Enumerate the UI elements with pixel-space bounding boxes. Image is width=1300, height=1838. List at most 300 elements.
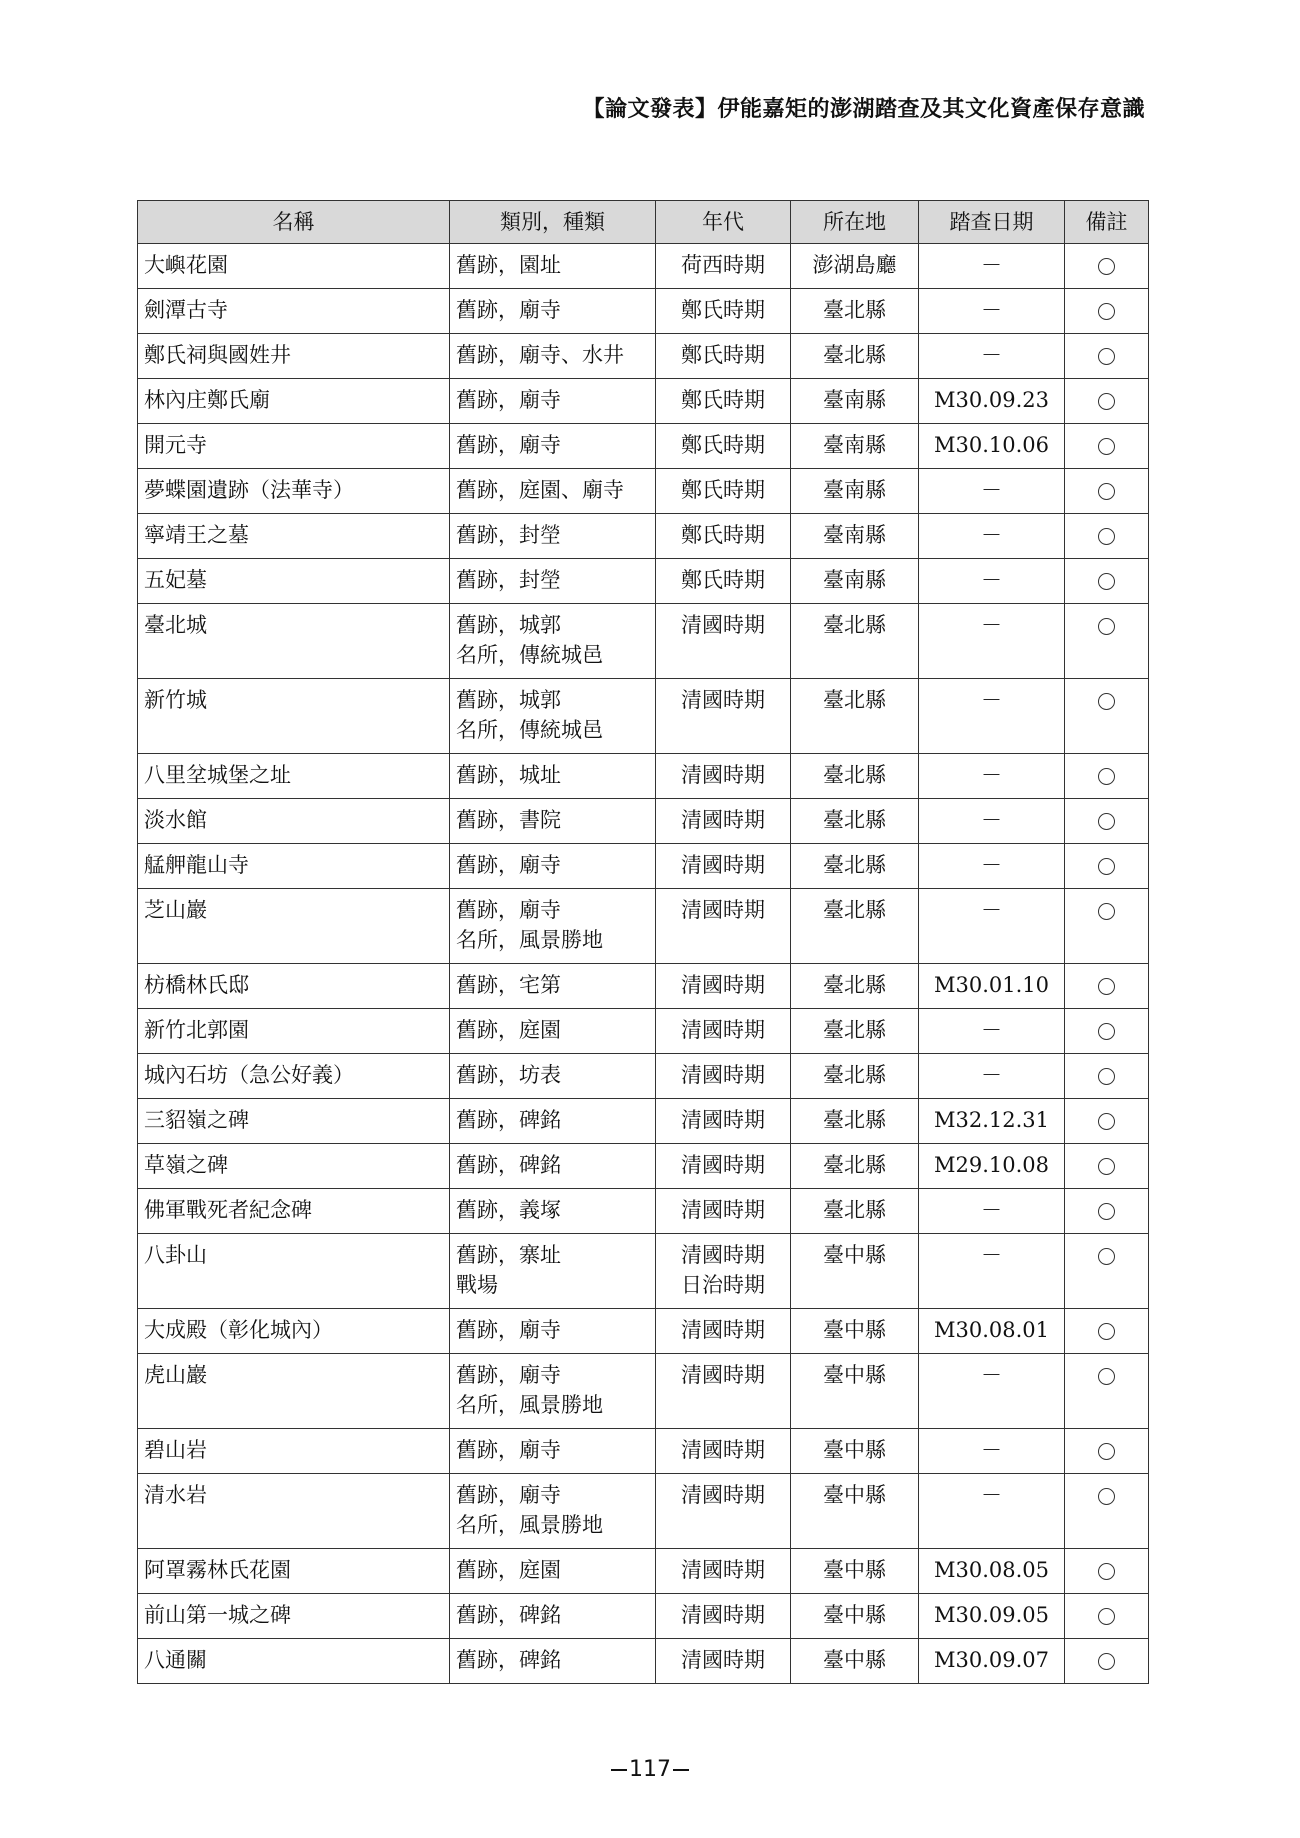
cell-name (138, 1099, 450, 1144)
circle-mark-icon (1098, 978, 1115, 995)
category-line: 舊跡，廟寺 (456, 1318, 561, 1342)
survey-date-text: － (981, 808, 1002, 832)
cell-location (791, 604, 919, 679)
cell-category (450, 1309, 656, 1354)
category-line: 舊跡，廟寺 (456, 1483, 561, 1507)
circle-mark-icon (1098, 1113, 1115, 1130)
cell-location (791, 1594, 919, 1639)
cell-survey-date (919, 1639, 1065, 1684)
cell-note (1065, 424, 1149, 469)
cell-location (791, 1549, 919, 1594)
cell-note (1065, 1054, 1149, 1099)
era-line: 清國時期 (681, 1363, 765, 1387)
cell-era (656, 889, 791, 964)
cell-category (450, 1594, 656, 1639)
circle-mark-icon (1098, 768, 1115, 785)
survey-date-text: － (981, 1363, 1002, 1387)
cell-era (656, 469, 791, 514)
cell-name (138, 424, 450, 469)
site-name: 艋舺龍山寺 (144, 853, 249, 877)
location-text: 臺南縣 (823, 523, 886, 547)
location-text: 臺北縣 (823, 763, 886, 787)
cell-category (450, 424, 656, 469)
cell-name (138, 889, 450, 964)
site-name: 淡水館 (144, 808, 207, 832)
era-line: 荷西時期 (681, 253, 765, 277)
cell-category (450, 604, 656, 679)
category-line: 舊跡，書院 (456, 808, 561, 832)
cell-name (138, 964, 450, 1009)
cell-name (138, 1549, 450, 1594)
era-line: 鄭氏時期 (681, 478, 765, 502)
cell-name (138, 1234, 450, 1309)
table-row (138, 754, 1149, 799)
location-text: 澎湖島廳 (812, 253, 897, 277)
cell-note (1065, 889, 1149, 964)
cell-era (656, 1144, 791, 1189)
cell-location (791, 424, 919, 469)
table-row (138, 559, 1149, 604)
cell-location (791, 844, 919, 889)
table-row (138, 604, 1149, 679)
site-name: 三貂嶺之碑 (144, 1108, 249, 1132)
cell-era (656, 1549, 791, 1594)
cell-category (450, 469, 656, 514)
location-text: 臺南縣 (823, 433, 886, 457)
cell-survey-date (919, 1429, 1065, 1474)
location-text: 臺中縣 (823, 1603, 886, 1627)
cell-name (138, 844, 450, 889)
circle-mark-icon (1098, 528, 1115, 545)
circle-mark-icon (1098, 858, 1115, 875)
cell-name (138, 559, 450, 604)
era-line: 鄭氏時期 (681, 343, 765, 367)
category-line: 舊跡，廟寺 (456, 898, 561, 922)
table-row (138, 1009, 1149, 1054)
column-header-note: 備註 (1065, 201, 1149, 244)
category-line: 舊跡，寨址 (456, 1243, 561, 1267)
cell-name (138, 289, 450, 334)
location-text: 臺中縣 (823, 1318, 886, 1342)
circle-mark-icon (1098, 1608, 1115, 1625)
survey-date-text: － (981, 853, 1002, 877)
era-line: 鄭氏時期 (681, 568, 765, 592)
cell-survey-date (919, 1594, 1065, 1639)
dash-right-icon (673, 1769, 689, 1771)
circle-mark-icon (1098, 693, 1115, 710)
cell-era (656, 244, 791, 289)
category-line: 舊跡，城郭 (456, 613, 561, 637)
column-header-location: 所在地 (791, 201, 919, 244)
cell-note (1065, 964, 1149, 1009)
category-line: 名所，風景勝地 (456, 928, 603, 952)
table-row (138, 1354, 1149, 1429)
cell-name (138, 1144, 450, 1189)
cell-name (138, 1054, 450, 1099)
cell-survey-date (919, 379, 1065, 424)
cell-survey-date (919, 964, 1065, 1009)
cell-note (1065, 1594, 1149, 1639)
cell-survey-date (919, 1054, 1065, 1099)
cell-category (450, 844, 656, 889)
circle-mark-icon (1098, 393, 1115, 410)
cell-survey-date (919, 1309, 1065, 1354)
cell-name (138, 1189, 450, 1234)
survey-date-text: － (981, 1483, 1002, 1507)
cell-note (1065, 469, 1149, 514)
survey-date-text: M30.09.07 (933, 1648, 1050, 1672)
cell-name (138, 1639, 450, 1684)
category-line: 戰場 (456, 1273, 498, 1297)
era-line: 鄭氏時期 (681, 388, 765, 412)
category-line: 舊跡，碑銘 (456, 1648, 561, 1672)
cell-note (1065, 1429, 1149, 1474)
survey-date-text: － (981, 1018, 1002, 1042)
circle-mark-icon (1098, 1653, 1115, 1670)
cell-category (450, 964, 656, 1009)
cell-category (450, 799, 656, 844)
cell-name (138, 244, 450, 289)
location-text: 臺中縣 (823, 1483, 886, 1507)
location-text: 臺南縣 (823, 388, 886, 412)
cell-era (656, 559, 791, 604)
category-line: 舊跡，廟寺、水井 (456, 343, 624, 367)
cell-location (791, 514, 919, 559)
cell-location (791, 289, 919, 334)
survey-date-text: － (981, 1438, 1002, 1462)
cell-note (1065, 1549, 1149, 1594)
category-line: 舊跡，庭園 (456, 1018, 561, 1042)
survey-date-text: M30.08.01 (933, 1318, 1050, 1342)
cell-category (450, 1354, 656, 1429)
cell-category (450, 514, 656, 559)
cell-era (656, 379, 791, 424)
cell-survey-date (919, 679, 1065, 754)
cell-note (1065, 244, 1149, 289)
cell-survey-date (919, 244, 1065, 289)
cell-era (656, 1309, 791, 1354)
circle-mark-icon (1098, 483, 1115, 500)
cell-name (138, 1009, 450, 1054)
site-name: 八卦山 (144, 1243, 207, 1267)
cell-category (450, 1429, 656, 1474)
cell-category (450, 1054, 656, 1099)
location-text: 臺北縣 (823, 808, 886, 832)
circle-mark-icon (1098, 303, 1115, 320)
cell-location (791, 754, 919, 799)
era-line: 清國時期 (681, 1153, 765, 1177)
cell-era (656, 1099, 791, 1144)
cell-category (450, 559, 656, 604)
location-text: 臺北縣 (823, 343, 886, 367)
cell-name (138, 679, 450, 754)
location-text: 臺北縣 (823, 1108, 886, 1132)
cell-name (138, 1429, 450, 1474)
era-line: 清國時期 (681, 898, 765, 922)
cell-location (791, 964, 919, 1009)
era-line: 清國時期 (681, 763, 765, 787)
survey-date-text: － (981, 298, 1002, 322)
era-line: 鄭氏時期 (681, 298, 765, 322)
cell-survey-date (919, 799, 1065, 844)
category-line: 舊跡，庭園、廟寺 (456, 478, 624, 502)
circle-mark-icon (1098, 813, 1115, 830)
cell-survey-date (919, 754, 1065, 799)
circle-mark-icon (1098, 438, 1115, 455)
circle-mark-icon (1098, 1158, 1115, 1175)
cell-survey-date (919, 1549, 1065, 1594)
cell-category (450, 754, 656, 799)
table-row (138, 424, 1149, 469)
table-row (138, 679, 1149, 754)
site-name: 八里坌城堡之址 (144, 763, 291, 787)
cell-location (791, 1309, 919, 1354)
table-row (138, 1234, 1149, 1309)
circle-mark-icon (1098, 1368, 1115, 1385)
site-name: 虎山巖 (144, 1363, 207, 1387)
cell-category (450, 1474, 656, 1549)
survey-date-text: M30.08.05 (933, 1558, 1050, 1582)
dash-left-icon (611, 1769, 627, 1771)
column-header-name: 名稱 (138, 201, 450, 244)
location-text: 臺北縣 (823, 688, 886, 712)
cell-name (138, 754, 450, 799)
site-name: 五妃墓 (144, 568, 207, 592)
cell-note (1065, 1189, 1149, 1234)
cell-era (656, 1429, 791, 1474)
cell-survey-date (919, 1009, 1065, 1054)
cell-location (791, 799, 919, 844)
cell-name (138, 379, 450, 424)
running-header: 【論文發表】伊能嘉矩的澎湖踏查及其文化資產保存意識 (582, 97, 1145, 122)
circle-mark-icon (1098, 1323, 1115, 1340)
cell-note (1065, 844, 1149, 889)
category-line: 名所，風景勝地 (456, 1393, 603, 1417)
location-text: 臺北縣 (823, 898, 886, 922)
circle-mark-icon (1098, 618, 1115, 635)
location-text: 臺中縣 (823, 1438, 886, 1462)
category-line: 舊跡，碑銘 (456, 1153, 561, 1177)
cell-era (656, 514, 791, 559)
table-row (138, 1639, 1149, 1684)
cell-location (791, 1639, 919, 1684)
cell-category (450, 1009, 656, 1054)
era-line: 日治時期 (681, 1273, 765, 1297)
era-line: 清國時期 (681, 613, 765, 637)
table-row (138, 1309, 1149, 1354)
era-line: 清國時期 (681, 973, 765, 997)
category-line: 舊跡，碑銘 (456, 1603, 561, 1627)
cell-survey-date (919, 514, 1065, 559)
category-line: 舊跡，廟寺 (456, 1363, 561, 1387)
cell-survey-date (919, 334, 1065, 379)
cell-era (656, 604, 791, 679)
category-line: 名所，傳統城邑 (456, 643, 603, 667)
cell-location (791, 244, 919, 289)
location-text: 臺中縣 (823, 1243, 886, 1267)
survey-date-text: － (981, 1063, 1002, 1087)
cell-location (791, 679, 919, 754)
site-name: 鄭氏祠與國姓井 (144, 343, 291, 367)
cell-note (1065, 559, 1149, 604)
table-body (138, 244, 1149, 1684)
cell-survey-date (919, 289, 1065, 334)
cell-survey-date (919, 1099, 1065, 1144)
location-text: 臺北縣 (823, 853, 886, 877)
page-number (0, 1757, 1300, 1782)
circle-mark-icon (1098, 1248, 1115, 1265)
cell-survey-date (919, 889, 1065, 964)
table-row (138, 289, 1149, 334)
cell-category (450, 379, 656, 424)
site-name: 開元寺 (144, 433, 207, 457)
survey-date-text: － (981, 478, 1002, 502)
site-name: 大嶼花園 (144, 253, 228, 277)
table-row (138, 1054, 1149, 1099)
cell-name (138, 604, 450, 679)
cell-category (450, 289, 656, 334)
table-row (138, 1099, 1149, 1144)
cell-note (1065, 1099, 1149, 1144)
survey-date-text: － (981, 343, 1002, 367)
cell-category (450, 1234, 656, 1309)
cell-location (791, 1354, 919, 1429)
cell-note (1065, 1309, 1149, 1354)
site-name: 枋橋林氏邸 (144, 973, 249, 997)
table-row (138, 379, 1149, 424)
site-name: 林內庄鄭氏廟 (144, 388, 270, 412)
circle-mark-icon (1098, 1563, 1115, 1580)
circle-mark-icon (1098, 573, 1115, 590)
cell-era (656, 844, 791, 889)
table-row (138, 1189, 1149, 1234)
page-number-text: 117 (629, 1757, 671, 1782)
survey-date-text: － (981, 613, 1002, 637)
cell-category (450, 679, 656, 754)
cell-era (656, 1594, 791, 1639)
table-row (138, 1594, 1149, 1639)
category-line: 舊跡，城址 (456, 763, 561, 787)
cell-survey-date (919, 1189, 1065, 1234)
table-row (138, 1549, 1149, 1594)
site-name: 芝山巖 (144, 898, 207, 922)
cell-note (1065, 679, 1149, 754)
cell-location (791, 334, 919, 379)
era-line: 鄭氏時期 (681, 523, 765, 547)
heritage-sites-table (137, 200, 1149, 1684)
survey-date-text: － (981, 253, 1002, 277)
site-name: 八通關 (144, 1648, 207, 1672)
table-row (138, 514, 1149, 559)
column-header-survey-date: 踏查日期 (919, 201, 1065, 244)
cell-location (791, 1429, 919, 1474)
cell-era (656, 1474, 791, 1549)
era-line: 鄭氏時期 (681, 433, 765, 457)
cell-note (1065, 289, 1149, 334)
survey-date-text: M29.10.08 (933, 1153, 1050, 1177)
table-row (138, 334, 1149, 379)
site-name: 草嶺之碑 (144, 1153, 228, 1177)
era-line: 清國時期 (681, 1438, 765, 1462)
cell-era (656, 424, 791, 469)
era-line: 清國時期 (681, 688, 765, 712)
location-text: 臺中縣 (823, 1363, 886, 1387)
survey-date-text: M30.09.23 (933, 388, 1050, 412)
cell-category (450, 1099, 656, 1144)
era-line: 清國時期 (681, 1243, 765, 1267)
location-text: 臺北縣 (823, 1153, 886, 1177)
cell-name (138, 1474, 450, 1549)
survey-date-text: － (981, 568, 1002, 592)
survey-date-text: M30.10.06 (933, 433, 1050, 457)
location-text: 臺中縣 (823, 1558, 886, 1582)
circle-mark-icon (1098, 348, 1115, 365)
cell-survey-date (919, 844, 1065, 889)
cell-era (656, 289, 791, 334)
site-name: 清水岩 (144, 1483, 207, 1507)
circle-mark-icon (1098, 1023, 1115, 1040)
cell-name (138, 514, 450, 559)
cell-location (791, 1474, 919, 1549)
cell-note (1065, 1354, 1149, 1429)
location-text: 臺南縣 (823, 478, 886, 502)
cell-category (450, 1639, 656, 1684)
cell-category (450, 244, 656, 289)
circle-mark-icon (1098, 1488, 1115, 1505)
category-line: 舊跡，碑銘 (456, 1108, 561, 1132)
cell-note (1065, 1009, 1149, 1054)
circle-mark-icon (1098, 1203, 1115, 1220)
cell-note (1065, 799, 1149, 844)
cell-category (450, 334, 656, 379)
era-line: 清國時期 (681, 1603, 765, 1627)
location-text: 臺北縣 (823, 1198, 886, 1222)
location-text: 臺北縣 (823, 298, 886, 322)
cell-survey-date (919, 469, 1065, 514)
era-line: 清國時期 (681, 853, 765, 877)
category-line: 舊跡，城郭 (456, 688, 561, 712)
category-line: 名所，傳統城邑 (456, 718, 603, 742)
cell-note (1065, 1639, 1149, 1684)
category-line: 舊跡，封塋 (456, 523, 561, 547)
category-line: 舊跡，宅第 (456, 973, 561, 997)
cell-era (656, 964, 791, 1009)
cell-survey-date (919, 559, 1065, 604)
survey-date-text: － (981, 688, 1002, 712)
location-text: 臺南縣 (823, 568, 886, 592)
site-name: 阿罩霧林氏花園 (144, 1558, 291, 1582)
table-row (138, 1144, 1149, 1189)
cell-category (450, 1189, 656, 1234)
cell-location (791, 1144, 919, 1189)
cell-era (656, 1354, 791, 1429)
era-line: 清國時期 (681, 1063, 765, 1087)
cell-location (791, 889, 919, 964)
cell-category (450, 889, 656, 964)
site-name: 前山第一城之碑 (144, 1603, 291, 1627)
table-row (138, 844, 1149, 889)
era-line: 清國時期 (681, 1018, 765, 1042)
cell-location (791, 1099, 919, 1144)
table-header-row (138, 201, 1149, 244)
cell-note (1065, 1144, 1149, 1189)
circle-mark-icon (1098, 1068, 1115, 1085)
category-line: 名所，風景勝地 (456, 1513, 603, 1537)
cell-name (138, 469, 450, 514)
circle-mark-icon (1098, 903, 1115, 920)
era-line: 清國時期 (681, 808, 765, 832)
cell-location (791, 1234, 919, 1309)
